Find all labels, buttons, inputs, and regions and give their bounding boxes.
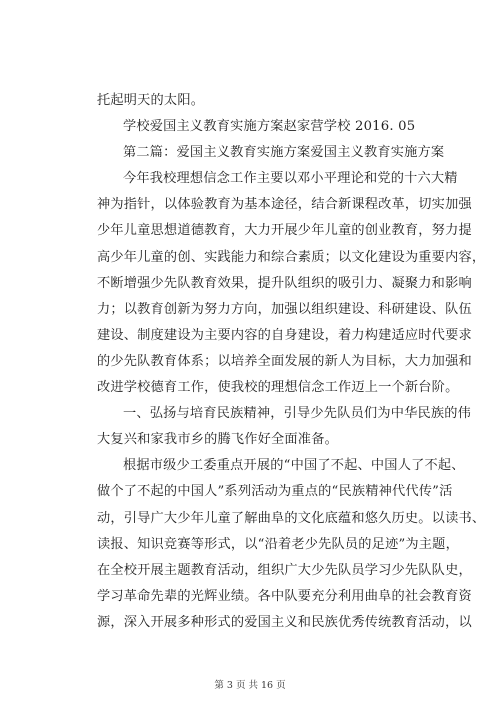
text-line: 根据市级少工委重点开展的“中国了不起、中国人了不起、 [123, 458, 465, 474]
text-line: 大复兴和家我市乡的腾飞作好全面准备。 [97, 432, 338, 448]
text-line: 神为指针，以体验教育为基本途径，结合新课程改革，切实加强 [97, 197, 472, 213]
text-line: 托起明天的太阳。 [97, 93, 205, 108]
text-line: 今年我校理想信念工作主要以邓小平理论和党的十六大精 [123, 171, 458, 187]
text-line: 源，深入开展多种形式的爱国主义和民族优秀传统教育活动，以 [97, 614, 472, 630]
text-line: 动，引导广大少年儿童了解曲阜的文化底蕴和悠久历史。以读书、 [97, 510, 486, 526]
text-line: 学校爱国主义教育实施方案赵家营学校 2016. 05 [123, 119, 416, 135]
text-line: 一、弘扬与培育民族精神，引导少先队员们为中华民族的伟 [123, 406, 472, 422]
text-line: 在全校开展主题教育活动，组织广大少先队员学习少先队队史， [97, 562, 472, 578]
text-line: 改进学校德育工作，使我校的理想信念工作迈上一个新台阶。 [97, 380, 459, 396]
text-line: 做个了不起的中国人”系列活动为重点的“民族精神代代传”活 [97, 484, 453, 500]
text-line: 建设、制度建设为主要内容的自身建设，着力构建适应时代要求 [97, 327, 472, 343]
text-line: 力；以教育创新为努力方向，加强以组织建设、科研建设、队伍 [97, 301, 472, 317]
text-line: 高少年儿童的创、实践能力和综合素质；以文化建设为重要内容， [97, 249, 486, 265]
text-line: 学习革命先辈的光辉业绩。各中队要充分利用曲阜的社会教育资 [97, 588, 472, 604]
text-line: 少年儿童思想道德教育，大力开展少年儿童的创业教育，努力提 [97, 223, 472, 239]
text-line: 的少先队教育体系；以培养全面发展的新人为目标，大力加强和 [97, 353, 472, 369]
text-line: 第二篇：爱国主义教育实施方案爱国主义教育实施方案 [123, 145, 445, 161]
text-line: 读报、知识竞赛等形式，以“沿着老少先队员的足迹”为主题， [97, 536, 459, 552]
body-text [97, 88, 486, 636]
text-line: 不断增强少先队教育效果，提升队组织的吸引力、凝聚力和影响 [97, 275, 472, 291]
page-footer: 第 3 页 共 16 页 [214, 680, 286, 691]
